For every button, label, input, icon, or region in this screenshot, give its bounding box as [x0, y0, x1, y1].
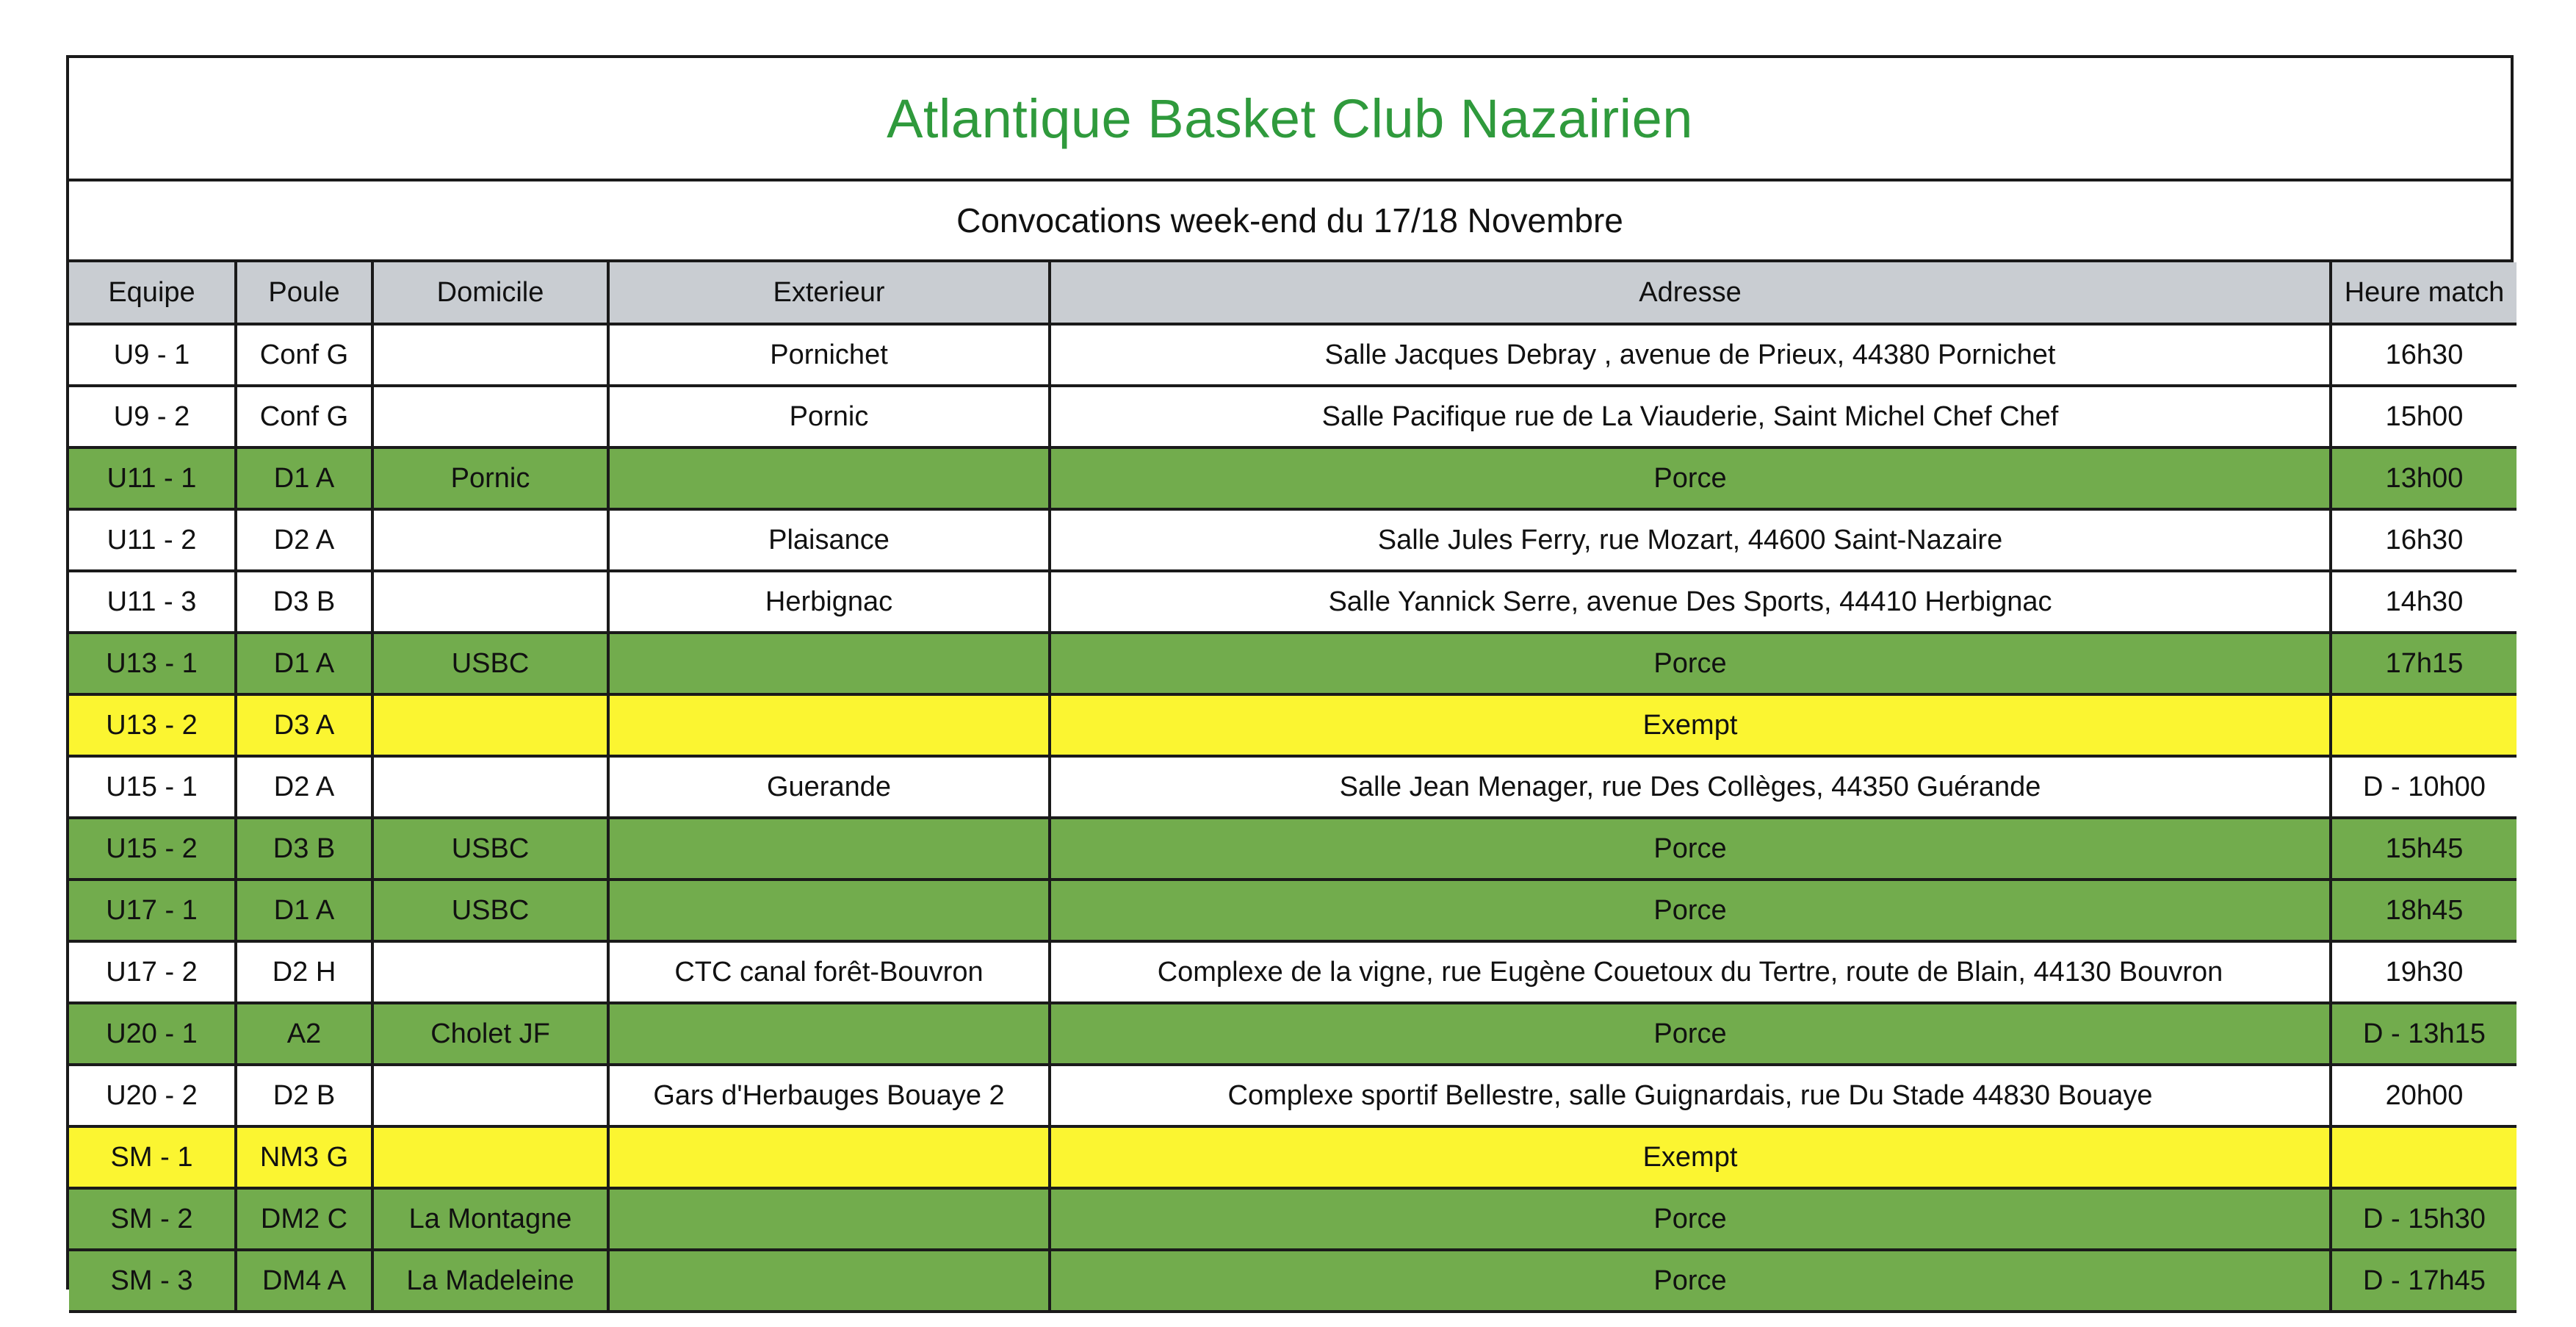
- cell-domicile: [372, 324, 608, 386]
- cell-equipe: U17 - 1: [69, 880, 236, 941]
- cell-domicile: [372, 1126, 608, 1188]
- cell-equipe: U9 - 1: [69, 324, 236, 386]
- cell-heure-match: 15h45: [2331, 818, 2517, 880]
- cell-heure-match: 17h15: [2331, 633, 2517, 694]
- cell-exterieur: [608, 694, 1050, 756]
- cell-heure-match: 13h00: [2331, 447, 2517, 509]
- schedule-table: [69, 262, 2517, 1313]
- cell-adresse: Salle Jules Ferry, rue Mozart, 44600 Saint-Nazaire: [1050, 509, 2331, 571]
- cell-exterieur: Pornichet: [608, 324, 1050, 386]
- cell-exterieur: [608, 1250, 1050, 1312]
- column-header-domicile: Domicile: [372, 262, 608, 324]
- table-row: [69, 324, 2517, 386]
- cell-adresse: Porce: [1050, 1188, 2331, 1250]
- cell-poule: D1 A: [236, 633, 372, 694]
- cell-poule: A2: [236, 1003, 372, 1065]
- cell-adresse: Porce: [1050, 818, 2331, 880]
- cell-domicile: [372, 509, 608, 571]
- column-header-heure-match: Heure match: [2331, 262, 2517, 324]
- cell-adresse: Exempt: [1050, 694, 2331, 756]
- cell-equipe: U9 - 2: [69, 386, 236, 447]
- schedule-subtitle: Convocations week-end du 17/18 Novembre: [69, 181, 2511, 262]
- cell-domicile: La Montagne: [372, 1188, 608, 1250]
- cell-exterieur: [608, 447, 1050, 509]
- cell-heure-match: 20h00: [2331, 1065, 2517, 1126]
- cell-domicile: Cholet JF: [372, 1003, 608, 1065]
- column-header-adresse: Adresse: [1050, 262, 2331, 324]
- cell-poule: D3 B: [236, 571, 372, 633]
- cell-domicile: [372, 941, 608, 1003]
- cell-domicile: [372, 756, 608, 818]
- table-header-row: [69, 262, 2517, 324]
- cell-exterieur: Plaisance: [608, 509, 1050, 571]
- cell-heure-match: D - 10h00: [2331, 756, 2517, 818]
- cell-poule: D3 A: [236, 694, 372, 756]
- cell-adresse: Salle Jean Menager, rue Des Collèges, 44350 Guérande: [1050, 756, 2331, 818]
- cell-adresse: Salle Pacifique rue de La Viauderie, Saint Michel Chef Chef: [1050, 386, 2331, 447]
- table-row: [69, 1065, 2517, 1126]
- cell-poule: Conf G: [236, 386, 372, 447]
- cell-poule: D2 A: [236, 756, 372, 818]
- cell-exterieur: Herbignac: [608, 571, 1050, 633]
- cell-adresse: Porce: [1050, 447, 2331, 509]
- table-row: [69, 818, 2517, 880]
- cell-domicile: La Madeleine: [372, 1250, 608, 1312]
- cell-exterieur: Guerande: [608, 756, 1050, 818]
- cell-heure-match: 15h00: [2331, 386, 2517, 447]
- cell-equipe: SM - 3: [69, 1250, 236, 1312]
- cell-adresse: Salle Jacques Debray , avenue de Prieux, 44380 Pornichet: [1050, 324, 2331, 386]
- cell-poule: D2 B: [236, 1065, 372, 1126]
- table-row: [69, 1250, 2517, 1312]
- column-header-exterieur: Exterieur: [608, 262, 1050, 324]
- table-row: [69, 1126, 2517, 1188]
- table-row: [69, 386, 2517, 447]
- column-header-poule: Poule: [236, 262, 372, 324]
- table-row: [69, 694, 2517, 756]
- cell-domicile: [372, 694, 608, 756]
- cell-domicile: Pornic: [372, 447, 608, 509]
- cell-heure-match: 14h30: [2331, 571, 2517, 633]
- table-row: [69, 941, 2517, 1003]
- cell-heure-match: [2331, 1126, 2517, 1188]
- cell-poule: D1 A: [236, 447, 372, 509]
- table-row: [69, 1003, 2517, 1065]
- cell-poule: Conf G: [236, 324, 372, 386]
- cell-equipe: U11 - 1: [69, 447, 236, 509]
- cell-exterieur: [608, 880, 1050, 941]
- cell-heure-match: 18h45: [2331, 880, 2517, 941]
- table-row: [69, 447, 2517, 509]
- cell-equipe: U13 - 2: [69, 694, 236, 756]
- cell-heure-match: 16h30: [2331, 509, 2517, 571]
- cell-poule: D2 A: [236, 509, 372, 571]
- cell-exterieur: [608, 1003, 1050, 1065]
- schedule-body: [69, 324, 2517, 1312]
- cell-exterieur: [608, 818, 1050, 880]
- cell-domicile: USBC: [372, 633, 608, 694]
- cell-poule: D1 A: [236, 880, 372, 941]
- cell-poule: DM4 A: [236, 1250, 372, 1312]
- cell-heure-match: 19h30: [2331, 941, 2517, 1003]
- cell-equipe: U11 - 3: [69, 571, 236, 633]
- cell-domicile: [372, 571, 608, 633]
- table-row: [69, 571, 2517, 633]
- cell-heure-match: D - 13h15: [2331, 1003, 2517, 1065]
- cell-heure-match: D - 17h45: [2331, 1250, 2517, 1312]
- table-row: [69, 1188, 2517, 1250]
- cell-equipe: U15 - 2: [69, 818, 236, 880]
- cell-adresse: Complexe sportif Bellestre, salle Guignardais, rue Du Stade 44830 Bouaye: [1050, 1065, 2331, 1126]
- cell-domicile: USBC: [372, 880, 608, 941]
- table-row: [69, 633, 2517, 694]
- cell-equipe: U15 - 1: [69, 756, 236, 818]
- cell-equipe: SM - 1: [69, 1126, 236, 1188]
- cell-equipe: U17 - 2: [69, 941, 236, 1003]
- cell-adresse: Porce: [1050, 1250, 2331, 1312]
- table-row: [69, 509, 2517, 571]
- cell-heure-match: D - 15h30: [2331, 1188, 2517, 1250]
- cell-adresse: Porce: [1050, 1003, 2331, 1065]
- cell-poule: NM3 G: [236, 1126, 372, 1188]
- table-row: [69, 880, 2517, 941]
- cell-poule: DM2 C: [236, 1188, 372, 1250]
- cell-domicile: USBC: [372, 818, 608, 880]
- schedule-sheet: [66, 55, 2514, 1296]
- cell-poule: D2 H: [236, 941, 372, 1003]
- cell-heure-match: 16h30: [2331, 324, 2517, 386]
- cell-exterieur: Pornic: [608, 386, 1050, 447]
- cell-equipe: U13 - 1: [69, 633, 236, 694]
- cell-equipe: U20 - 1: [69, 1003, 236, 1065]
- cell-adresse: Porce: [1050, 633, 2331, 694]
- cell-equipe: SM - 2: [69, 1188, 236, 1250]
- cell-exterieur: CTC canal forêt-Bouvron: [608, 941, 1050, 1003]
- column-header-equipe: Equipe: [69, 262, 236, 324]
- cell-exterieur: [608, 633, 1050, 694]
- cell-adresse: Complexe de la vigne, rue Eugène Couetoux du Tertre, route de Blain, 44130 Bouvron: [1050, 941, 2331, 1003]
- cell-adresse: Exempt: [1050, 1126, 2331, 1188]
- table-row: [69, 756, 2517, 818]
- cell-heure-match: [2331, 694, 2517, 756]
- cell-adresse: Salle Yannick Serre, avenue Des Sports, 44410 Herbignac: [1050, 571, 2331, 633]
- cell-exterieur: [608, 1126, 1050, 1188]
- cell-equipe: U20 - 2: [69, 1065, 236, 1126]
- cell-exterieur: [608, 1188, 1050, 1250]
- cell-equipe: U11 - 2: [69, 509, 236, 571]
- cell-domicile: [372, 1065, 608, 1126]
- cell-adresse: Porce: [1050, 880, 2331, 941]
- club-title: Atlantique Basket Club Nazairien: [69, 58, 2511, 181]
- cell-exterieur: Gars d'Herbauges Bouaye 2: [608, 1065, 1050, 1126]
- cell-poule: D3 B: [236, 818, 372, 880]
- cell-domicile: [372, 386, 608, 447]
